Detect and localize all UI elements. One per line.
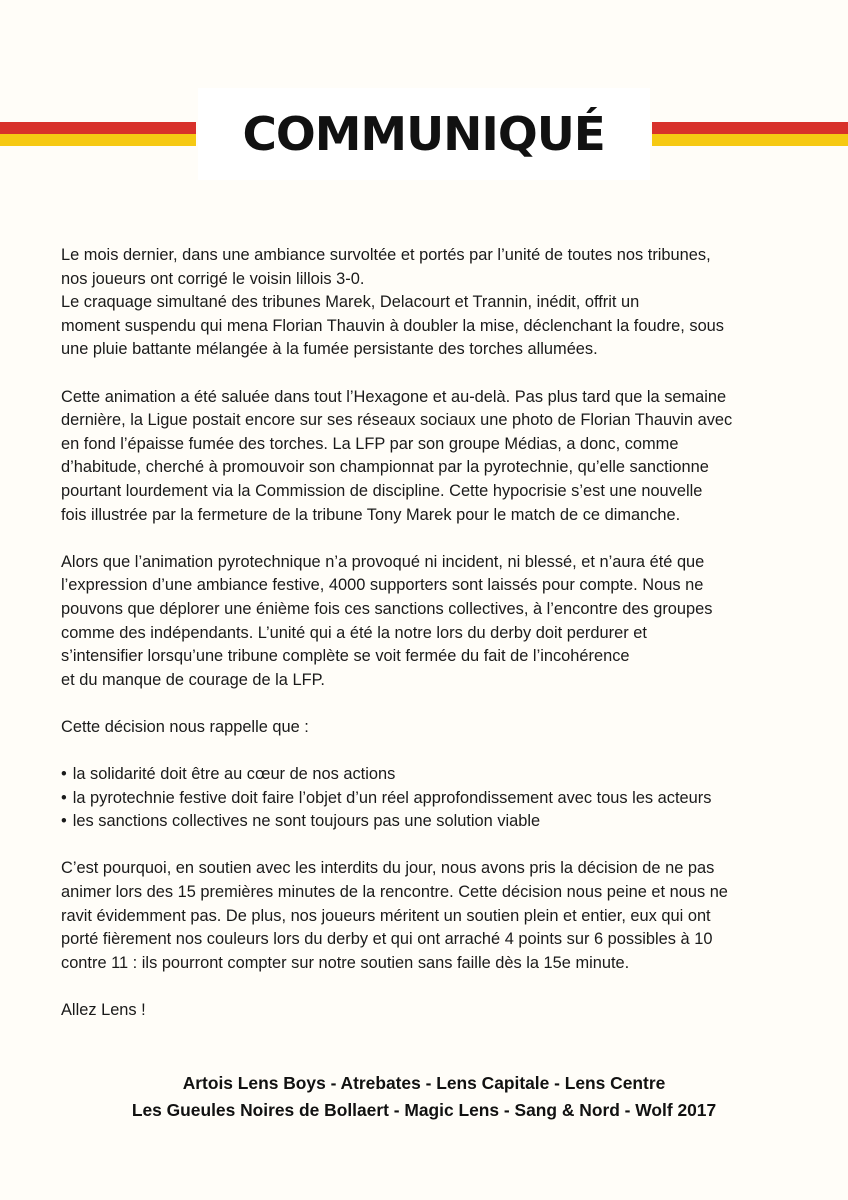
text-line: l’expression d’une ambiance festive, 4000 supporters sont laissés pour compte. Nous ne (61, 576, 704, 595)
text-line: et du manque de courage de la LFP. (61, 670, 325, 689)
text-line: ravit évidemment pas. De plus, nos joueurs méritent un soutien plein et entier, eux qui ont (61, 906, 711, 925)
text-line: contre 11 : ils pourront compter sur notre soutien sans faille dès la 15e minute. (61, 953, 630, 972)
paragraph-4: Cette décision nous rappelle que : (61, 717, 309, 736)
paragraph-3 (61, 551, 801, 693)
paragraph-5 (61, 857, 801, 975)
yellow-stripe (652, 134, 848, 146)
communique-body (61, 244, 801, 1046)
paragraph-2 (61, 386, 801, 528)
red-stripe (652, 122, 848, 134)
text-line: Le craquage simultané des tribunes Marek, Delacourt et Trannin, inédit, offrit un (61, 293, 640, 312)
page-title: COMMUNIQUÉ (242, 107, 606, 161)
text-line: Cette animation a été saluée dans tout l’Hexagone et au-delà. Pas plus tard que la semaine (61, 387, 727, 406)
yellow-stripe (0, 134, 196, 146)
text-line: C’est pourquoi, en soutien avec les interdits du jour, nous avons pris la décision de ne pas (61, 859, 715, 878)
list-item: • la solidarité doit être au cœur de nos actions (61, 763, 801, 787)
text-line: porté fièrement nos couleurs lors du derby et qui ont arraché 4 points sur 6 possibles à 10 (61, 930, 713, 949)
text-line: pourtant lourdement via la Commission de discipline. Cette hypocrisie s’est une nouvelle (61, 481, 703, 500)
left-color-stripes (0, 122, 196, 146)
text-line: animer lors des 15 premières minutes de la rencontre. Cette décision nous peine et nous ne (61, 883, 728, 902)
text-line: Alors que l’animation pyrotechnique n’a provoqué ni incident, ni blessé, et n’aura été que (61, 552, 705, 571)
closing-line: Allez Lens ! (61, 1001, 146, 1019)
text-line: pouvons que déplorer une énième fois ces sanctions collectives, à l’encontre des groupes (61, 599, 713, 618)
title-banner (198, 88, 650, 180)
signatories-line-1: Artois Lens Boys - Atrebates - Lens Capitale - Lens Centre (182, 1073, 666, 1093)
text-line: dernière, la Ligue postait encore sur ses réseaux sociaux une photo de Florian Thauvin avec (61, 411, 733, 430)
text-line: nos joueurs ont corrigé le voisin lillois 3-0. (61, 269, 365, 288)
right-color-stripes (652, 122, 848, 146)
text-line: d’habitude, cherché à promouvoir son championnat par la pyrotechnie, qu’elle sanctionne (61, 458, 709, 477)
paragraph-1 (61, 244, 801, 362)
signatories-line-2: Les Gueules Noires de Bollaert - Magic Lens - Sang & Nord - Wolf 2017 (131, 1100, 717, 1120)
text-line: fois illustrée par la fermeture de la tribune Tony Marek pour le match de ce dimanche. (61, 505, 681, 524)
bullet-list (61, 763, 801, 834)
red-stripe (0, 122, 196, 134)
text-line: une pluie battante mélangée à la fumée persistante des torches allumées. (61, 340, 598, 359)
text-line: Le mois dernier, dans une ambiance survoltée et portés par l’unité de toutes nos tribunes, (61, 246, 711, 264)
list-item: • la pyrotechnie festive doit faire l’objet d’un réel approfondissement avec tous les acteurs (61, 787, 801, 811)
text-line: s’intensifier lorsqu’une tribune complète se voit fermée du fait de l’incohérence (61, 647, 630, 666)
signatories (0, 1070, 848, 1124)
text-line: moment suspendu qui mena Florian Thauvin à doubler la mise, déclenchant la foudre, sous (61, 316, 724, 335)
text-line: comme des indépendants. L’unité qui a été la notre lors du derby doit perdurer et (61, 623, 647, 642)
list-item: • les sanctions collectives ne sont toujours pas une solution viable (61, 810, 801, 834)
text-line: en fond l’épaisse fumée des torches. La LFP par son groupe Médias, a donc, comme (61, 434, 679, 453)
